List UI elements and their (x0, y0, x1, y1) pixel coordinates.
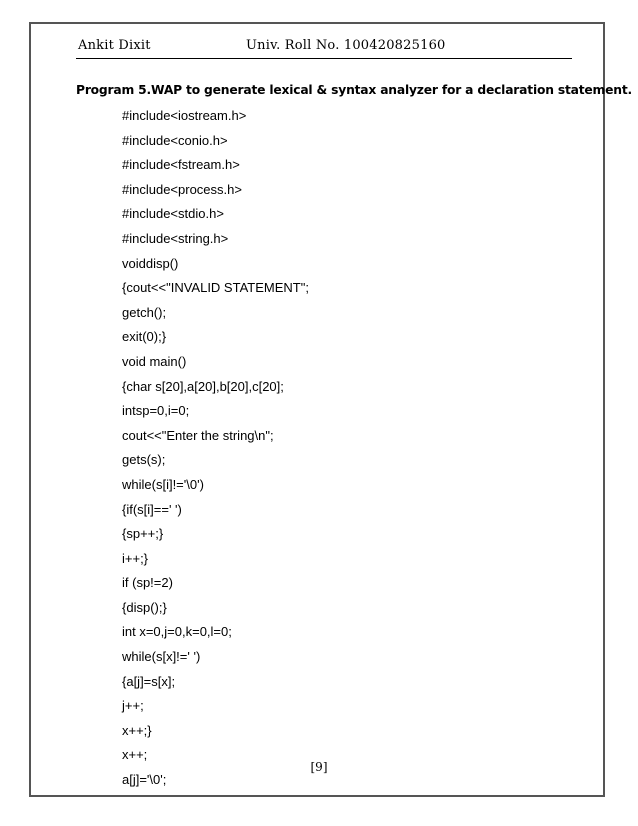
code-line: #include<string.h> (122, 230, 229, 246)
code-line: while(s[i]!='\0') (122, 476, 204, 492)
code-line: x++; (122, 747, 148, 763)
header-rule (76, 58, 572, 59)
code-line: #include<iostream.h> (122, 108, 247, 123)
code-line: {if(s[i]==' ') (122, 501, 182, 517)
page-number: [9] (310, 760, 328, 774)
code-line: j++; (122, 698, 144, 714)
code-line: {disp();} (122, 599, 167, 615)
code-line: {a[j]=s[x]; (122, 673, 176, 689)
code-line: intsp=0,i=0; (122, 403, 190, 419)
author-name: Ankit Dixit (78, 38, 151, 53)
code-line: while(s[x]!=' ') (122, 649, 201, 665)
code-line: i++;} (122, 550, 149, 566)
code-line: #include<process.h> (122, 181, 242, 197)
code-line: #include<fstream.h> (122, 157, 240, 173)
code-line: int x=0,j=0,k=0,l=0; (122, 624, 232, 640)
code-line: gets(s); (122, 452, 166, 468)
code-line: cout<<"Enter the string\n"; (122, 427, 274, 443)
code-line: getch(); (122, 304, 167, 320)
code-line: void main() (122, 353, 187, 369)
code-line: voiddisp() (122, 255, 179, 271)
roll-number: Univ. Roll No. 100420825160 (246, 38, 446, 53)
code-line: if (sp!=2) (122, 575, 173, 591)
code-listing (122, 104, 562, 793)
code-line: a[j]='\0'; (122, 772, 167, 788)
code-line: exit(0);} (122, 329, 167, 345)
code-line: #include<stdio.h> (122, 206, 224, 222)
program-title: Program 5.WAP to generate lexical & syntax analyzer for a declaration statement. (76, 83, 633, 97)
code-line: {cout<<"INVALID STATEMENT"; (122, 280, 309, 296)
code-line: {sp++;} (122, 526, 164, 542)
code-line: x++;} (122, 722, 152, 738)
code-line: {char s[20],a[20],b[20],c[20]; (122, 378, 284, 394)
page-header (0, 0, 638, 60)
code-line: #include<conio.h> (122, 132, 228, 148)
